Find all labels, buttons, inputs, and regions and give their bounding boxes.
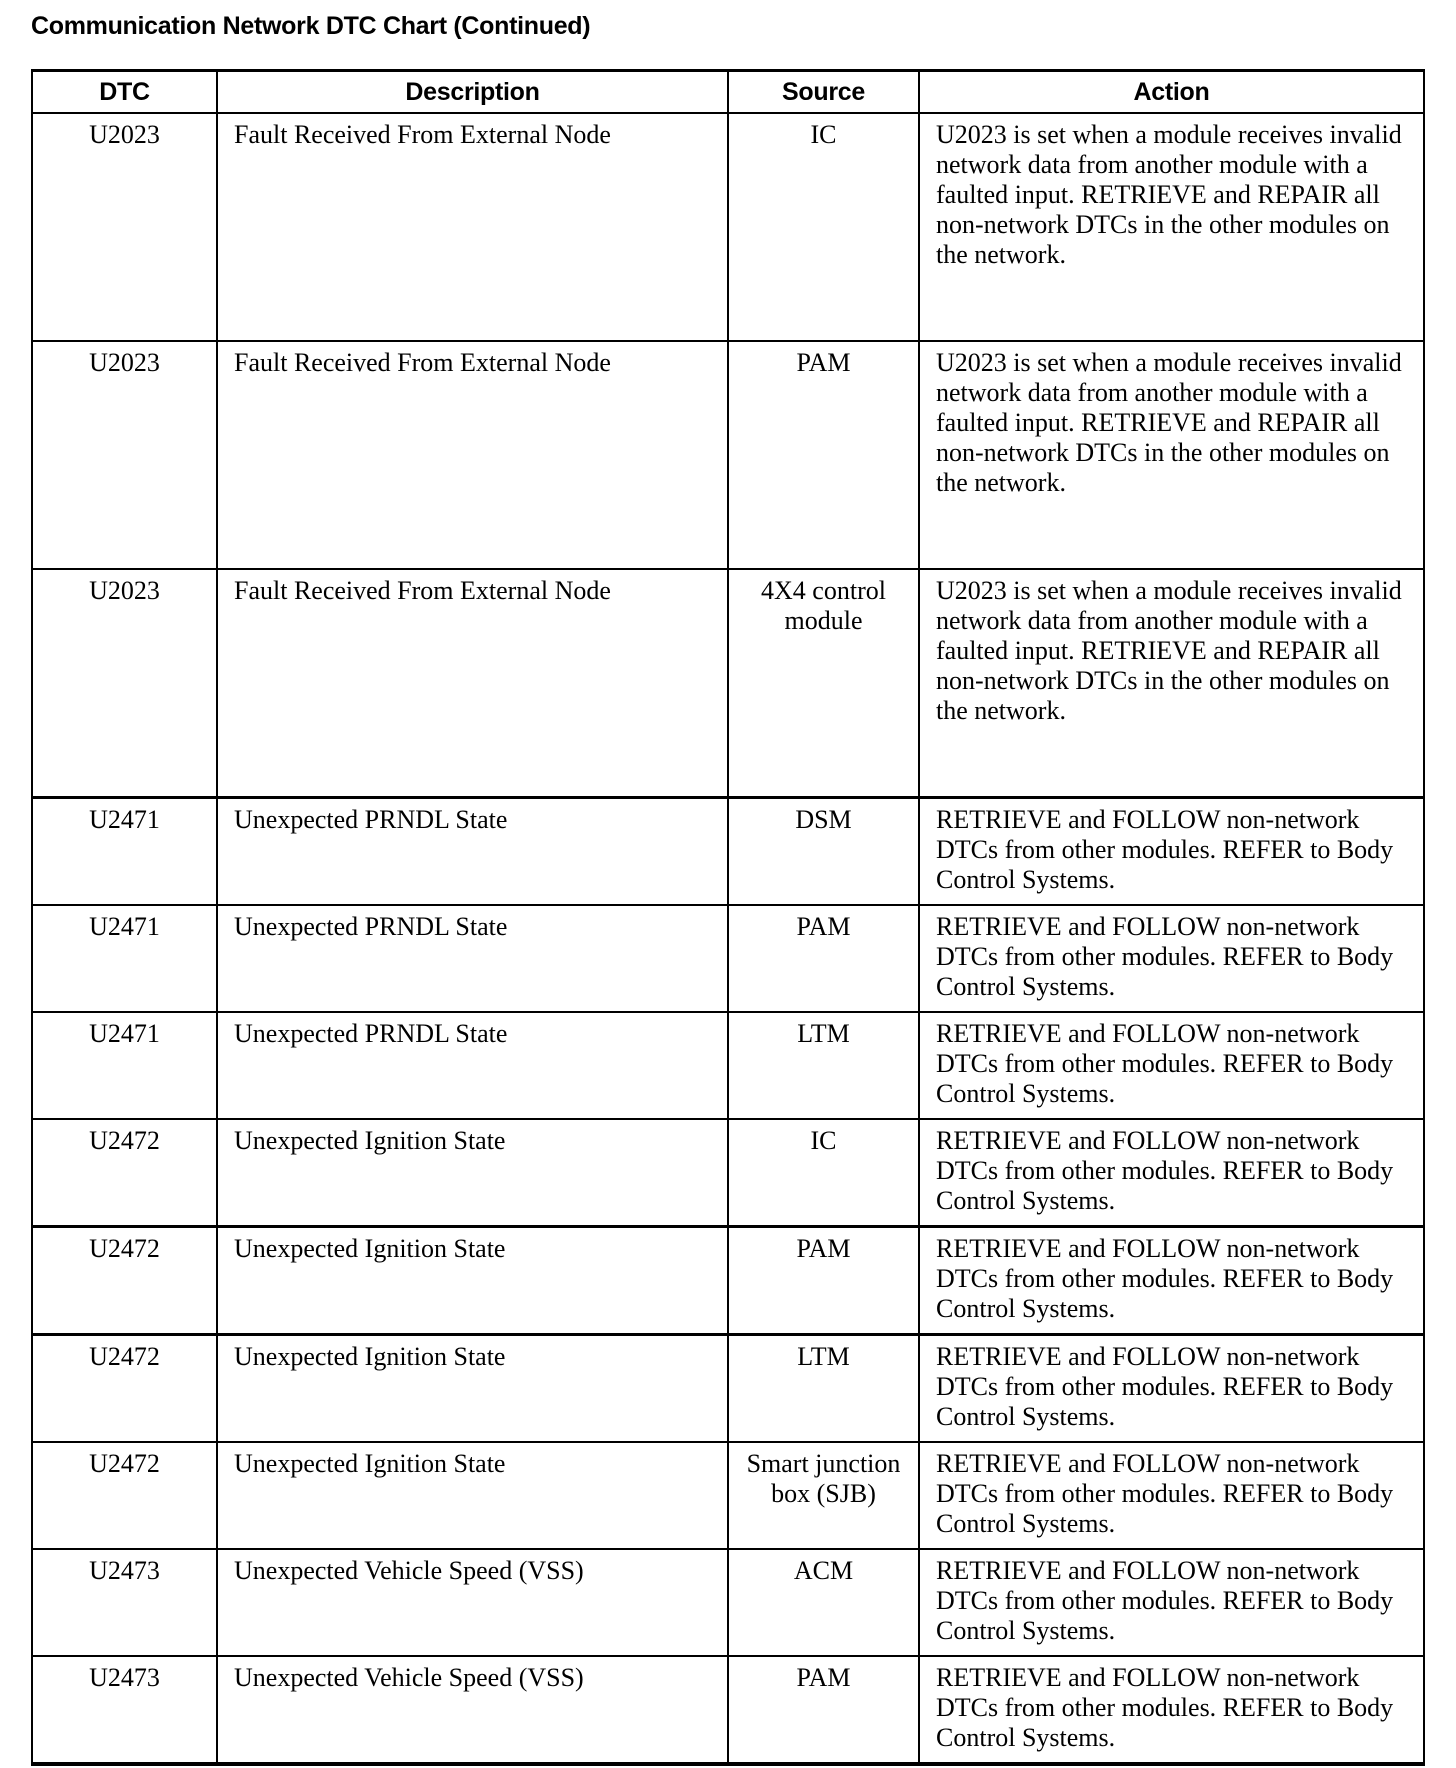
dtc-cell: U2471 — [32, 905, 217, 1012]
description-cell: Unexpected PRNDL State — [217, 798, 728, 906]
table-row — [32, 1227, 1424, 1335]
description-cell: Fault Received From External Node — [217, 341, 728, 569]
column-header-source: Source — [728, 71, 919, 114]
action-cell: RETRIEVE and FOLLOW non-network DTCs from other modules. REFER to Body Control Systems. — [919, 1442, 1424, 1549]
description-cell: Unexpected PRNDL State — [217, 905, 728, 1012]
table-row — [32, 1442, 1424, 1549]
dtc-table — [31, 69, 1425, 1766]
table-row — [32, 569, 1424, 798]
table-row — [32, 341, 1424, 569]
source-cell: IC — [728, 113, 919, 341]
action-cell: U2023 is set when a module receives invalid network data from another module with a faulted input. RETRIEVE and REPAIR all non-network DTCs in the other modules on the network. — [919, 341, 1424, 569]
source-cell: LTM — [728, 1012, 919, 1119]
source-cell: PAM — [728, 1656, 919, 1764]
source-cell: ACM — [728, 1549, 919, 1656]
description-cell: Fault Received From External Node — [217, 569, 728, 798]
table-row — [32, 113, 1424, 341]
table-row — [32, 1119, 1424, 1227]
dtc-cell: U2472 — [32, 1119, 217, 1227]
description-cell: Fault Received From External Node — [217, 113, 728, 341]
column-header-dtc: DTC — [32, 71, 217, 114]
dtc-cell: U2471 — [32, 798, 217, 906]
action-cell: RETRIEVE and FOLLOW non-network DTCs from other modules. REFER to Body Control Systems. — [919, 1549, 1424, 1656]
table-header-row — [32, 71, 1424, 114]
dtc-cell: U2472 — [32, 1442, 217, 1549]
action-cell: U2023 is set when a module receives invalid network data from another module with a faulted input. RETRIEVE and REPAIR all non-network DTCs in the other modules on the network. — [919, 569, 1424, 798]
column-header-action: Action — [919, 71, 1424, 114]
description-cell: Unexpected Vehicle Speed (VSS) — [217, 1656, 728, 1764]
description-cell: Unexpected PRNDL State — [217, 1012, 728, 1119]
dtc-cell: U2471 — [32, 1012, 217, 1119]
dtc-cell: U2023 — [32, 113, 217, 341]
description-cell: Unexpected Ignition State — [217, 1119, 728, 1227]
description-cell: Unexpected Vehicle Speed (VSS) — [217, 1549, 728, 1656]
source-cell: IC — [728, 1119, 919, 1227]
table-row — [32, 798, 1424, 906]
dtc-cell: U2023 — [32, 569, 217, 798]
action-cell: RETRIEVE and FOLLOW non-network DTCs from other modules. REFER to Body Control Systems. — [919, 1012, 1424, 1119]
action-cell: RETRIEVE and FOLLOW non-network DTCs from other modules. REFER to Body Control Systems. — [919, 905, 1424, 1012]
dtc-cell: U2472 — [32, 1335, 217, 1443]
source-cell: DSM — [728, 798, 919, 906]
column-header-description: Description — [217, 71, 728, 114]
description-cell: Unexpected Ignition State — [217, 1442, 728, 1549]
source-cell: PAM — [728, 1227, 919, 1335]
action-cell: U2023 is set when a module receives invalid network data from another module with a faulted input. RETRIEVE and REPAIR all non-network DTCs in the other modules on the network. — [919, 113, 1424, 341]
source-cell: 4X4 control module — [728, 569, 919, 798]
description-cell: Unexpected Ignition State — [217, 1335, 728, 1443]
dtc-cell: U2023 — [32, 341, 217, 569]
action-cell: RETRIEVE and FOLLOW non-network DTCs from other modules. REFER to Body Control Systems. — [919, 1227, 1424, 1335]
source-cell: LTM — [728, 1335, 919, 1443]
table-row — [32, 905, 1424, 1012]
action-cell: RETRIEVE and FOLLOW non-network DTCs from other modules. REFER to Body Control Systems. — [919, 798, 1424, 906]
description-cell: Unexpected Ignition State — [217, 1227, 728, 1335]
table-row — [32, 1335, 1424, 1443]
source-cell: PAM — [728, 341, 919, 569]
dtc-cell: U2473 — [32, 1656, 217, 1764]
page-title: Communication Network DTC Chart (Continued) — [31, 12, 591, 40]
action-cell: RETRIEVE and FOLLOW non-network DTCs from other modules. REFER to Body Control Systems. — [919, 1656, 1424, 1764]
dtc-cell: U2472 — [32, 1227, 217, 1335]
source-cell: PAM — [728, 905, 919, 1012]
table-row — [32, 1656, 1424, 1764]
source-cell: Smart junction box (SJB) — [728, 1442, 919, 1549]
action-cell: RETRIEVE and FOLLOW non-network DTCs from other modules. REFER to Body Control Systems. — [919, 1335, 1424, 1443]
table-row — [32, 1012, 1424, 1119]
dtc-cell: U2473 — [32, 1549, 217, 1656]
table-row — [32, 1549, 1424, 1656]
action-cell: RETRIEVE and FOLLOW non-network DTCs from other modules. REFER to Body Control Systems. — [919, 1119, 1424, 1227]
